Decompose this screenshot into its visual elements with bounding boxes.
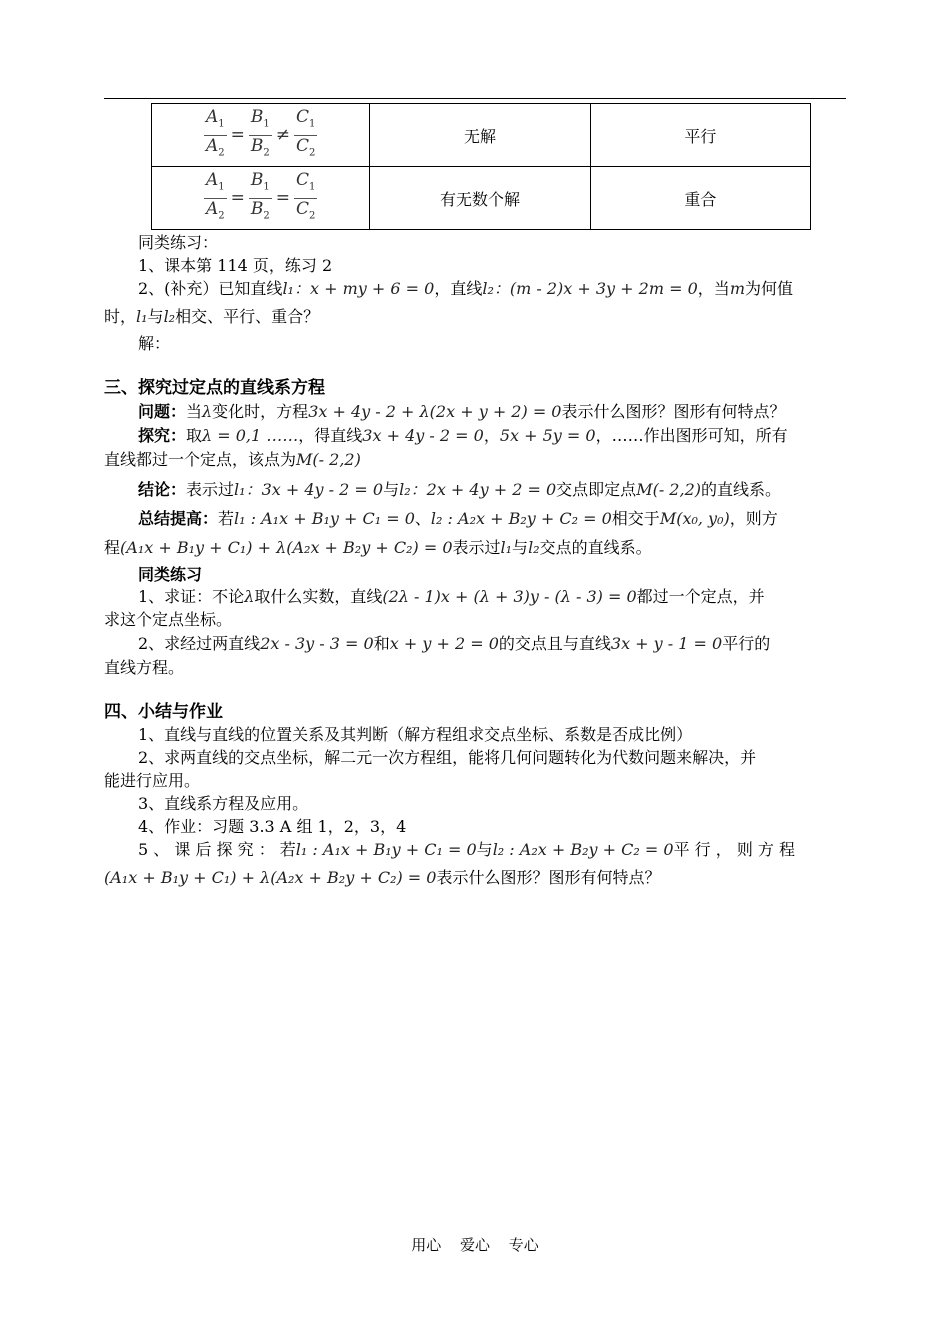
conclusion-line: 结论：表示过l₁：3x + 4y - 2 = 0与l₂：2x + 4y + 2 = 0交点即定点M(- 2,2)的直线系。 xyxy=(138,480,782,499)
summary-item-3: 3、直线系方程及应用。 xyxy=(138,794,309,813)
summary-item-5: 5 、 课 后 探 究 ： 若l₁ : A₁x + B₁y + C₁ = 0与l₂ : A₂x + B₂y + C₂ = 0平 行 ， 则 方 程 xyxy=(138,840,795,859)
explore-line: 探究：取λ = 0,1 ……，得直线3x + 4y - 2 = 0，5x + 5y = 0，……作出图形可知，所有 xyxy=(138,426,788,445)
practice-2-title: 同类练习 xyxy=(138,565,203,584)
operator: ≠ xyxy=(275,125,290,145)
solution-cell: 无解 xyxy=(370,104,590,167)
summary-item-2-cont: 能进行应用。 xyxy=(104,771,201,790)
operator: = xyxy=(230,125,245,145)
table-row xyxy=(152,167,811,230)
summary-item-1: 1、直线与直线的位置关系及其判断（解方程组求交点坐标、系数是否成比例） xyxy=(138,725,693,744)
answer-label: 解： xyxy=(138,334,171,353)
solution-cell: 有无数个解 xyxy=(370,167,590,230)
table-row xyxy=(152,104,811,167)
fraction-c: $\frac{C_1}{C_2}$ xyxy=(296,170,316,221)
practice-item-2-cont: 时，l₁与l₂相交、平行、重合？ xyxy=(104,307,320,326)
fraction-a: $\frac{A_1}{A_2}$ xyxy=(205,170,225,221)
fraction-a: $\frac{A_1}{A_2}$ xyxy=(205,107,225,158)
fraction-b: $\frac{B_1}{B_2}$ xyxy=(250,107,270,158)
condition-cell xyxy=(152,104,370,167)
operator: = xyxy=(275,188,290,208)
relation-cell: 平行 xyxy=(590,104,810,167)
summary-item-5-cont: (A₁x + B₁y + C₁) + λ(A₂x + B₂y + C₂) = 0表示什么图形？图形有何特点？ xyxy=(104,868,661,887)
question-line: 问题：当λ变化时，方程3x + 4y - 2 + λ(2x + y + 2) = 0表示什么图形？图形有何特点？ xyxy=(138,402,786,421)
header-rule xyxy=(104,98,846,99)
practice-title: 同类练习： xyxy=(138,233,219,252)
practice-2-item-1: 1、求证：不论λ取什么实数，直线(2λ - 1)x + (λ + 3)y - (λ - 3) = 0都过一个定点，并 xyxy=(138,587,765,606)
practice-2-item-1-cont: 求这个定点坐标。 xyxy=(104,610,233,629)
operator: = xyxy=(230,188,245,208)
relation-cell: 重合 xyxy=(590,167,810,230)
practice-item-1: 1、课本第 114 页，练习 2 xyxy=(138,256,333,275)
summary-item-2: 2、求两直线的交点坐标，解二元一次方程组，能将几何问题转化为代数问题来解决，并 xyxy=(138,748,757,767)
section-3-heading: 三、探究过定点的直线系方程 xyxy=(104,378,325,398)
summary-item-4: 4、作业：习题 3.3 A 组 1，2，3，4 xyxy=(138,817,407,836)
section-4-heading: 四、小结与作业 xyxy=(104,702,223,722)
summary-line-cont: 程(A₁x + B₁y + C₁) + λ(A₂x + B₂y + C₂) = 0表示过l₁与l₂交点的直线系。 xyxy=(104,538,652,557)
practice-2-item-2: 2、求经过两直线2x - 3y - 3 = 0和x + y + 2 = 0的交点且与直线3x + y - 1 = 0平行的 xyxy=(138,634,771,653)
practice-item-2: 2、(补充）已知直线l₁：x + my + 6 = 0，直线l₂：(m - 2)x + 3y + 2m = 0，当m为何值 xyxy=(138,279,793,298)
fraction-c: $\frac{C_1}{C_2}$ xyxy=(296,107,316,158)
relation-table xyxy=(151,103,811,230)
practice-2-item-2-cont: 直线方程。 xyxy=(104,658,185,677)
page-footer: 用心 爱心 专心 xyxy=(411,1236,539,1254)
summary-line: 总结提高：若l₁ : A₁x + B₁y + C₁ = 0、l₂ : A₂x + B₂y + C₂ = 0相交于M(x₀, y₀)，则方 xyxy=(138,509,778,528)
condition-cell xyxy=(152,167,370,230)
fraction-b: $\frac{B_1}{B_2}$ xyxy=(250,170,270,221)
explore-line-cont: 直线都过一个定点，该点为M(- 2,2) xyxy=(104,450,361,469)
